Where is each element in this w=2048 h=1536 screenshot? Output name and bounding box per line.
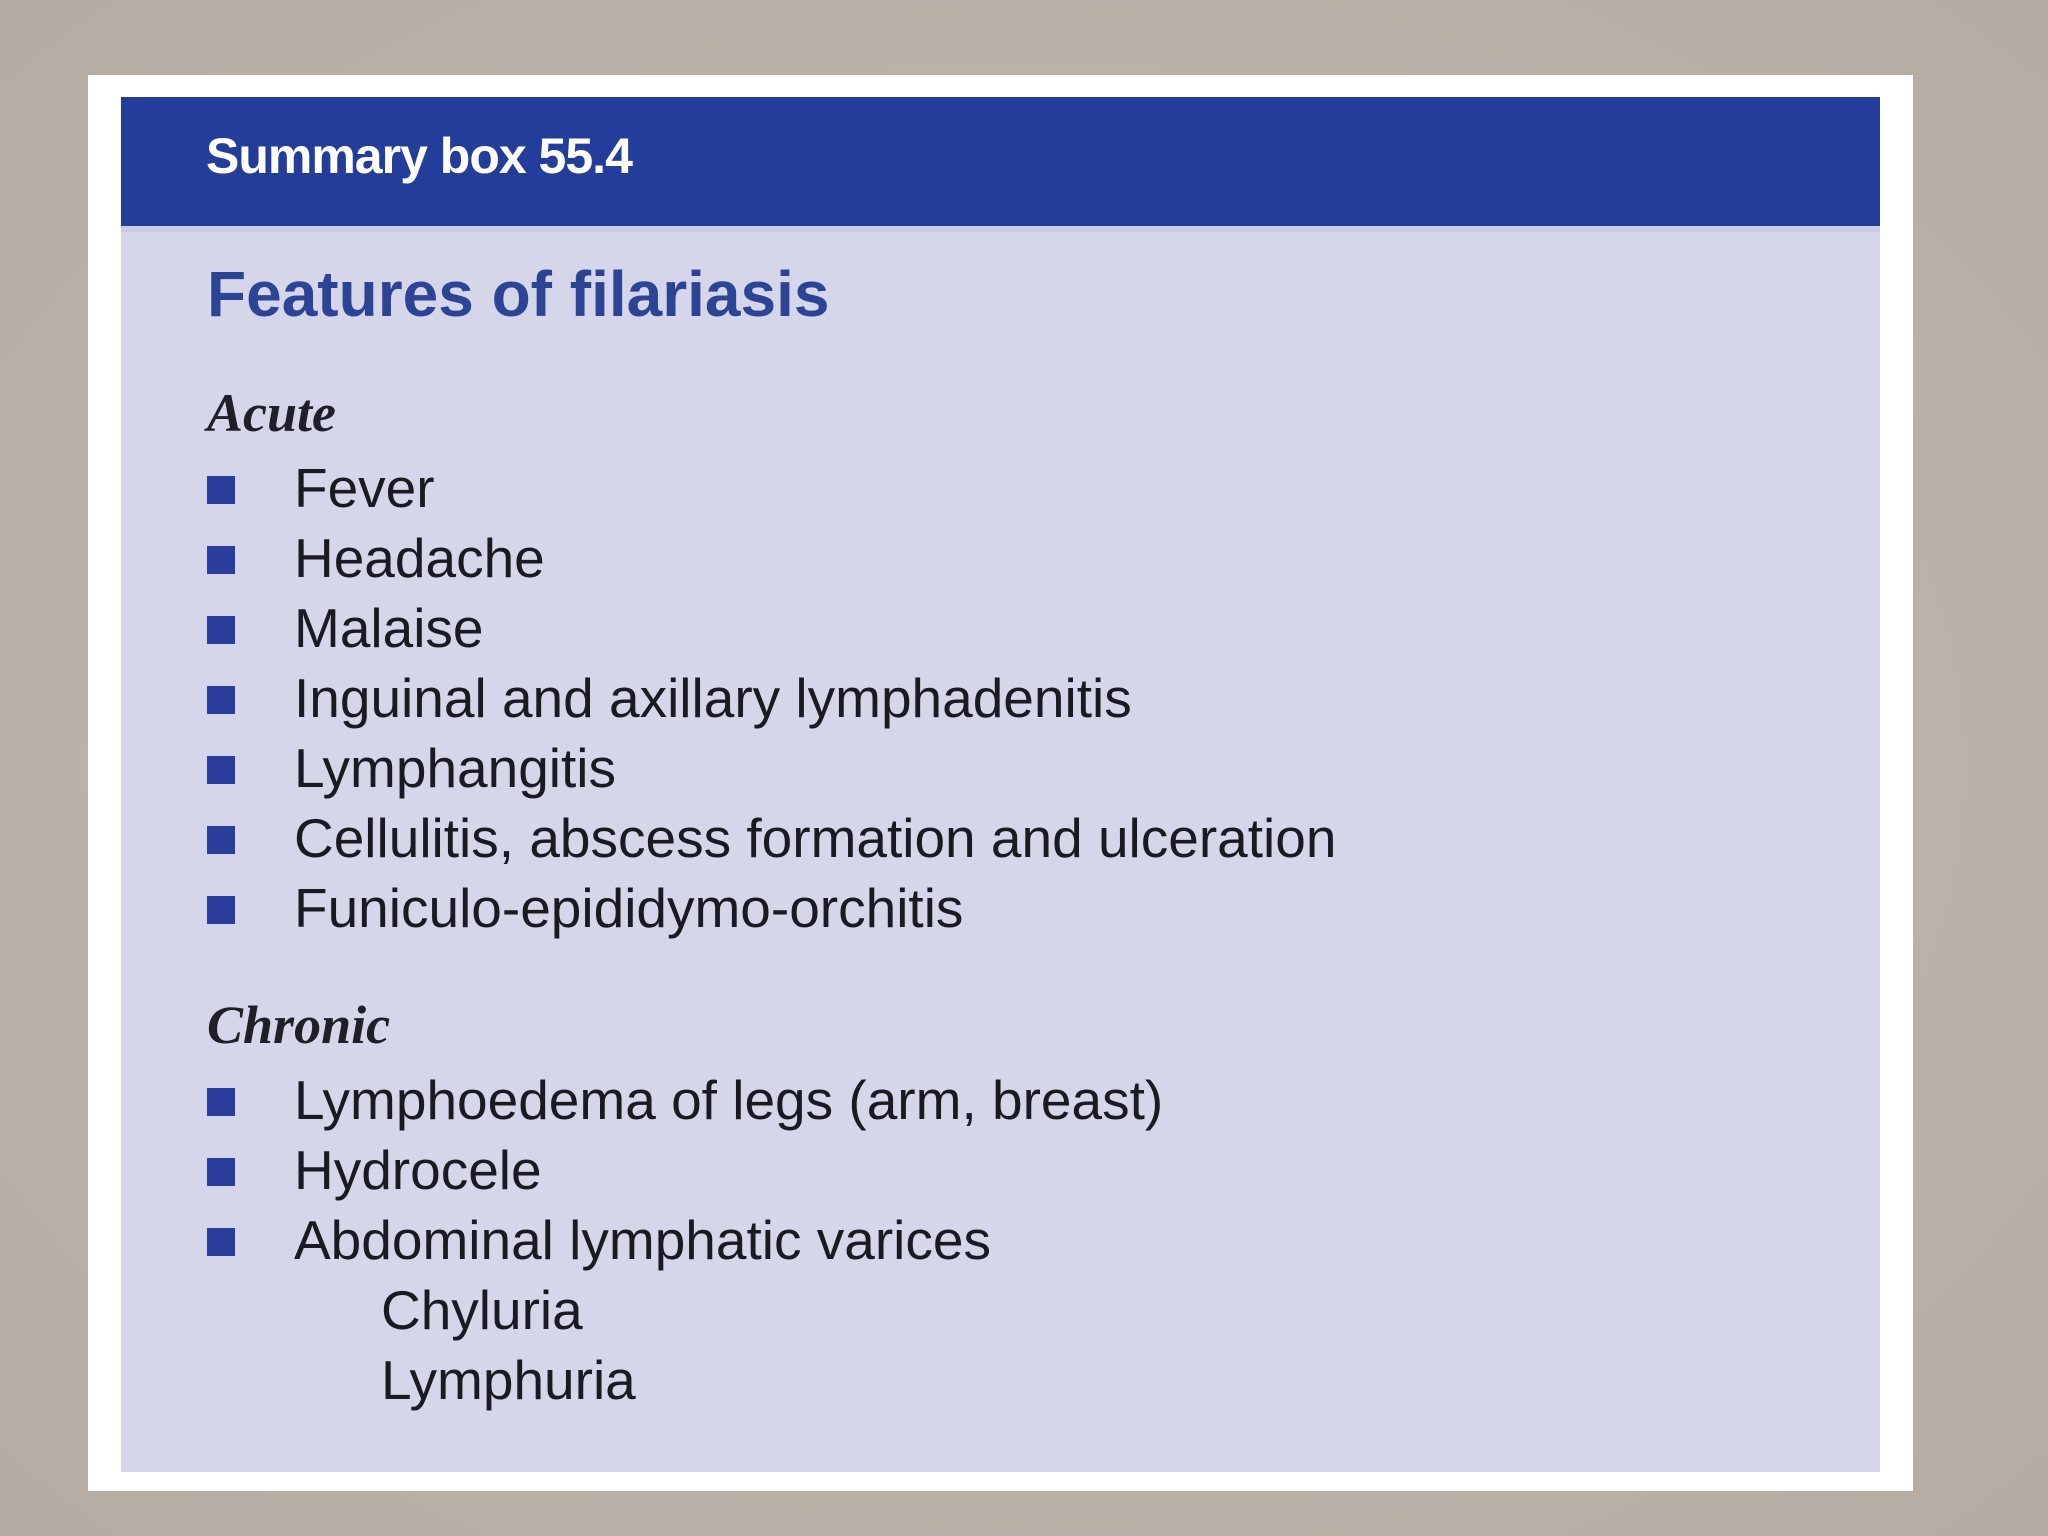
list-item-text: Abdominal lymphatic varices bbox=[294, 1209, 991, 1271]
summary-box bbox=[121, 97, 1880, 1472]
list-item bbox=[207, 875, 1607, 939]
list-item bbox=[207, 1067, 1607, 1131]
bullet-square-icon bbox=[207, 616, 235, 644]
list-item bbox=[207, 805, 1607, 869]
list-item bbox=[207, 595, 1607, 659]
list-item-text: Lymphangitis bbox=[294, 737, 617, 799]
bullet-square-icon bbox=[207, 896, 235, 924]
summary-box-header bbox=[121, 97, 1880, 232]
list-item-text: Funiculo-epididymo-orchitis bbox=[294, 877, 964, 939]
bullet-square-icon bbox=[207, 1158, 235, 1186]
sub-list-item: Lymphuria bbox=[381, 1349, 636, 1411]
bullet-square-icon bbox=[207, 1228, 235, 1256]
bullet-square-icon bbox=[207, 546, 235, 574]
list-item bbox=[207, 735, 1607, 799]
list-item bbox=[207, 455, 1607, 519]
summary-box-frame bbox=[88, 75, 1913, 1491]
bullet-square-icon bbox=[207, 826, 235, 854]
list-item bbox=[207, 665, 1607, 729]
sub-list-item: Chyluria bbox=[381, 1279, 583, 1341]
list-item bbox=[207, 525, 1607, 589]
section-heading-chronic: Chronic bbox=[207, 995, 391, 1055]
list-item bbox=[207, 1137, 1607, 1201]
list-item-text: Hydrocele bbox=[294, 1139, 542, 1201]
list-item bbox=[207, 1207, 1607, 1271]
summary-box-title: Features of filariasis bbox=[207, 258, 830, 330]
section-heading-acute: Acute bbox=[207, 383, 336, 443]
list-item-text: Headache bbox=[294, 527, 545, 589]
list-item-text: Malaise bbox=[294, 597, 484, 659]
bullet-square-icon bbox=[207, 686, 235, 714]
list-item-text: Cellulitis, abscess formation and ulceration bbox=[294, 807, 1337, 869]
bullet-square-icon bbox=[207, 476, 235, 504]
list-item-text: Lymphoedema of legs (arm, breast) bbox=[294, 1069, 1164, 1131]
list-item-text: Fever bbox=[294, 457, 435, 519]
summary-box-label: Summary box 55.4 bbox=[206, 128, 632, 184]
bullet-square-icon bbox=[207, 1088, 235, 1116]
list-item-text: Inguinal and axillary lymphadenitis bbox=[294, 667, 1132, 729]
bullet-square-icon bbox=[207, 756, 235, 784]
